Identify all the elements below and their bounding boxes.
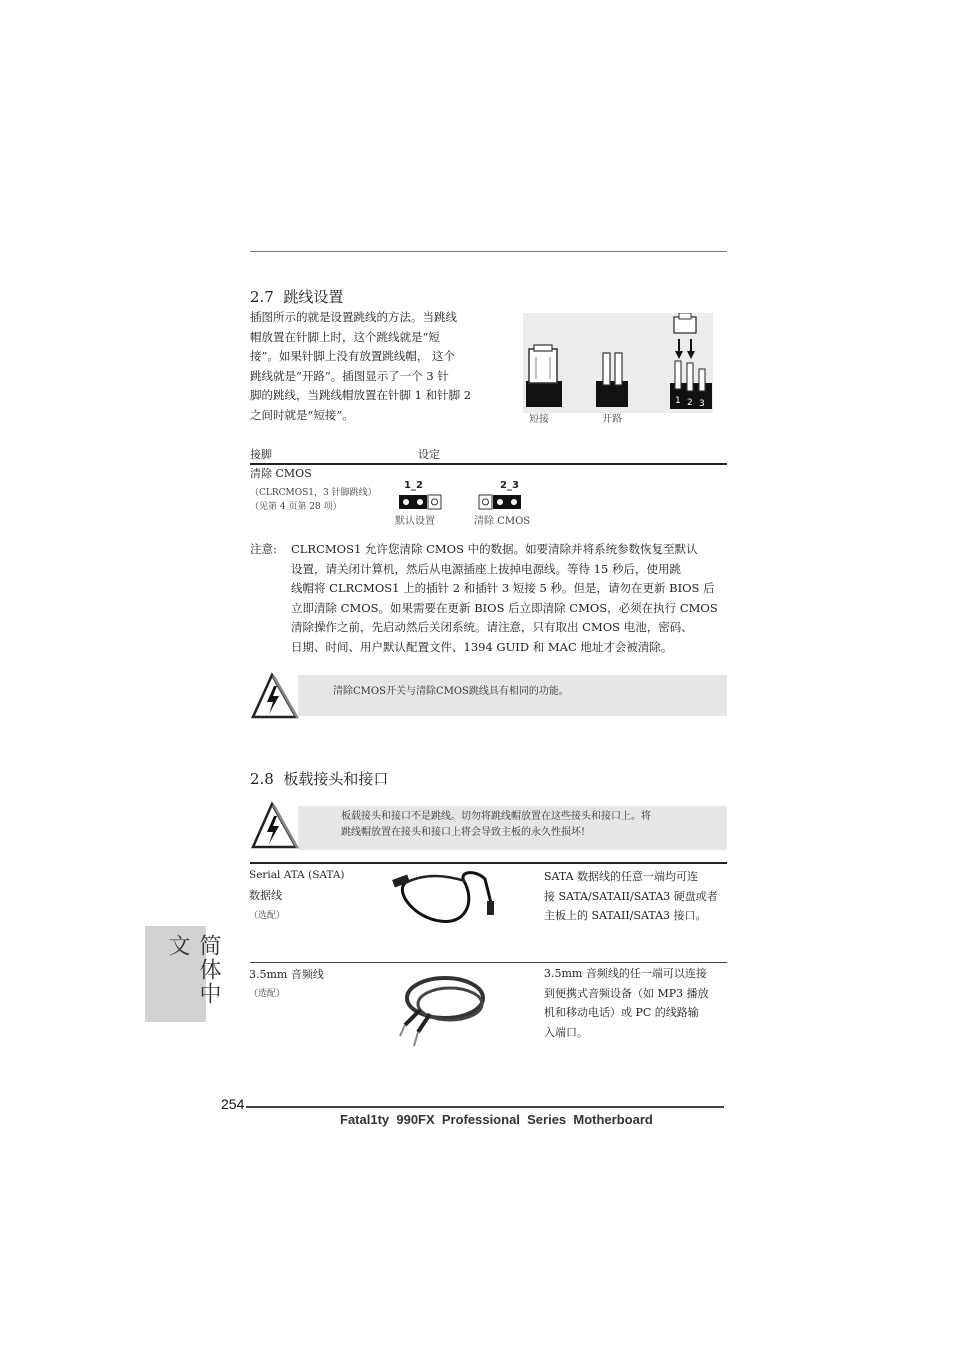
three-pin-jumper-graphic — [670, 313, 712, 409]
fig-label-short: 短接 — [529, 414, 549, 425]
paragraph-line: 插图所示的就是设置跳线的方法。当跳线 — [250, 310, 457, 324]
note-line: 立即清除 CMOS。如果需要在更新 BIOS 后立即清除 CMOS，必须在执行 CMOS — [291, 600, 718, 615]
fig-label-open: 开路 — [602, 414, 622, 425]
jumper-figure-svg — [523, 313, 713, 413]
note-line: CLRCMOS1 允许您清除 CMOS 中的数据。如要清除并将系统参数恢复至默认 — [291, 542, 698, 556]
paragraph-line: 接”。如果针脚上没有放置跳线帽， 这个 — [250, 349, 456, 363]
clear-cmos-jumper-diagram — [478, 494, 524, 510]
default-setting-label: 默认设置 — [395, 516, 435, 527]
footer-title: Fatal1ty 990FX Professional Series Motherboard — [340, 1112, 653, 1127]
item-rule — [250, 962, 727, 963]
warning-icon — [250, 801, 300, 851]
note-line: 设置，请关闭计算机，然后从电源插座上拔掉电源线。等待 15 秒后，使用跳 — [291, 561, 681, 576]
sata-cable-name: Serial ATA (SATA) — [249, 869, 345, 881]
desc-line: 主板上的 SATAII/SATA3 接口。 — [544, 909, 707, 922]
paragraph-line: 帽放置在针脚上时，这个跳线就是“短 — [250, 329, 440, 344]
language-side-tab — [145, 926, 221, 1022]
audio-cable-image — [390, 970, 500, 1050]
shorted-jumper-graphic — [526, 345, 562, 407]
table-row-detail1: （CLRCMOS1，3 针脚跳线） — [250, 488, 377, 498]
warning-icon — [250, 672, 300, 720]
table-row-detail2: （见第 4 页第 28 项） — [250, 502, 342, 512]
note-prefix: 注意: — [250, 542, 277, 556]
section-number: 2.7 — [250, 288, 274, 306]
footer-rule — [246, 1106, 724, 1108]
section-title: 板载接头和接口 — [283, 770, 389, 788]
open-jumper-graphic — [596, 353, 628, 407]
warning-text-1: 清除CMOS开关与清除CMOS跳线具有相同的功能。 — [333, 686, 569, 697]
section-title: 跳线设置 — [283, 288, 344, 306]
section-27-heading — [250, 286, 343, 307]
sata-cable-image — [385, 863, 500, 928]
warning-text-2 — [341, 809, 651, 841]
pin-number-2: 2 — [687, 398, 693, 408]
note-line: 清除操作之前，先启动然后关闭系统。请注意，只有取出 CMOS 电池，密码、 — [291, 620, 693, 634]
default-jumper-diagram — [399, 494, 443, 510]
desc-line: 机和移动电话）或 PC 的线路输 — [544, 1006, 699, 1019]
language-tab-label: 简体中文 — [165, 934, 221, 1006]
top-rule — [250, 251, 727, 252]
sata-cable-name-2: 数据线 — [249, 889, 282, 902]
paragraph-line: 之间时就是“短接”。 — [250, 407, 354, 422]
table-header-setting: 设定 — [418, 448, 440, 461]
sata-cable-description — [544, 867, 734, 926]
jumper-intro-paragraph — [250, 308, 495, 425]
table-row-name: 清除 CMOS — [250, 467, 312, 480]
optional-label: （选配） — [249, 989, 286, 999]
warning-line: 板载接头和接口不是跳线。切勿将跳线帽放置在这些接头和接口上。将 — [341, 811, 651, 822]
page-number: 254 — [221, 1096, 245, 1112]
pins-clear-label: 2_3 — [500, 480, 519, 491]
desc-line: 3.5mm 音频线的任一端可以连接 — [544, 967, 707, 980]
desc-line: 接 SATA/SATAII/SATA3 硬盘或者 — [544, 889, 718, 903]
desc-line: SATA 数据线的任意一端均可连 — [544, 870, 699, 883]
pins-default-label: 1_2 — [404, 480, 423, 491]
note-body — [291, 540, 731, 657]
note-line: 日期、时间、用户默认配置文件、1394 GUID 和 MAC 地址才会被清除。 — [291, 639, 673, 654]
clear-cmos-label: 清除 CMOS — [474, 516, 531, 527]
pin-number-1: 1 — [675, 396, 681, 406]
jumper-illustration — [523, 313, 713, 413]
warning-line: 跳线帽放置在接头和接口上将会导致主板的永久性损坏! — [341, 827, 586, 838]
section-28-heading — [250, 768, 388, 789]
paragraph-line: 跳线就是“开路”。插图显示了一个 3 针 — [250, 368, 449, 383]
note-line: 线帽将 CLRCMOS1 上的插针 2 和插针 3 短接 5 秒。但是，请勿在更新 BIOS 后 — [291, 581, 715, 595]
paragraph-line: 脚的跳线，当跳线帽放置在针脚 1 和针脚 2 — [250, 388, 472, 402]
table-header-rule — [250, 463, 727, 465]
desc-line: 到便携式音频设备（如 MP3 播放 — [544, 986, 709, 1000]
table-header-pin: 接脚 — [250, 448, 272, 461]
section-number: 2.8 — [250, 770, 274, 788]
audio-cable-description — [544, 964, 734, 1042]
optional-label: （选配） — [249, 911, 286, 921]
pin-number-3: 3 — [699, 399, 705, 409]
desc-line: 入端口。 — [544, 1025, 588, 1039]
audio-cable-name: 3.5mm 音频线 — [249, 968, 324, 981]
